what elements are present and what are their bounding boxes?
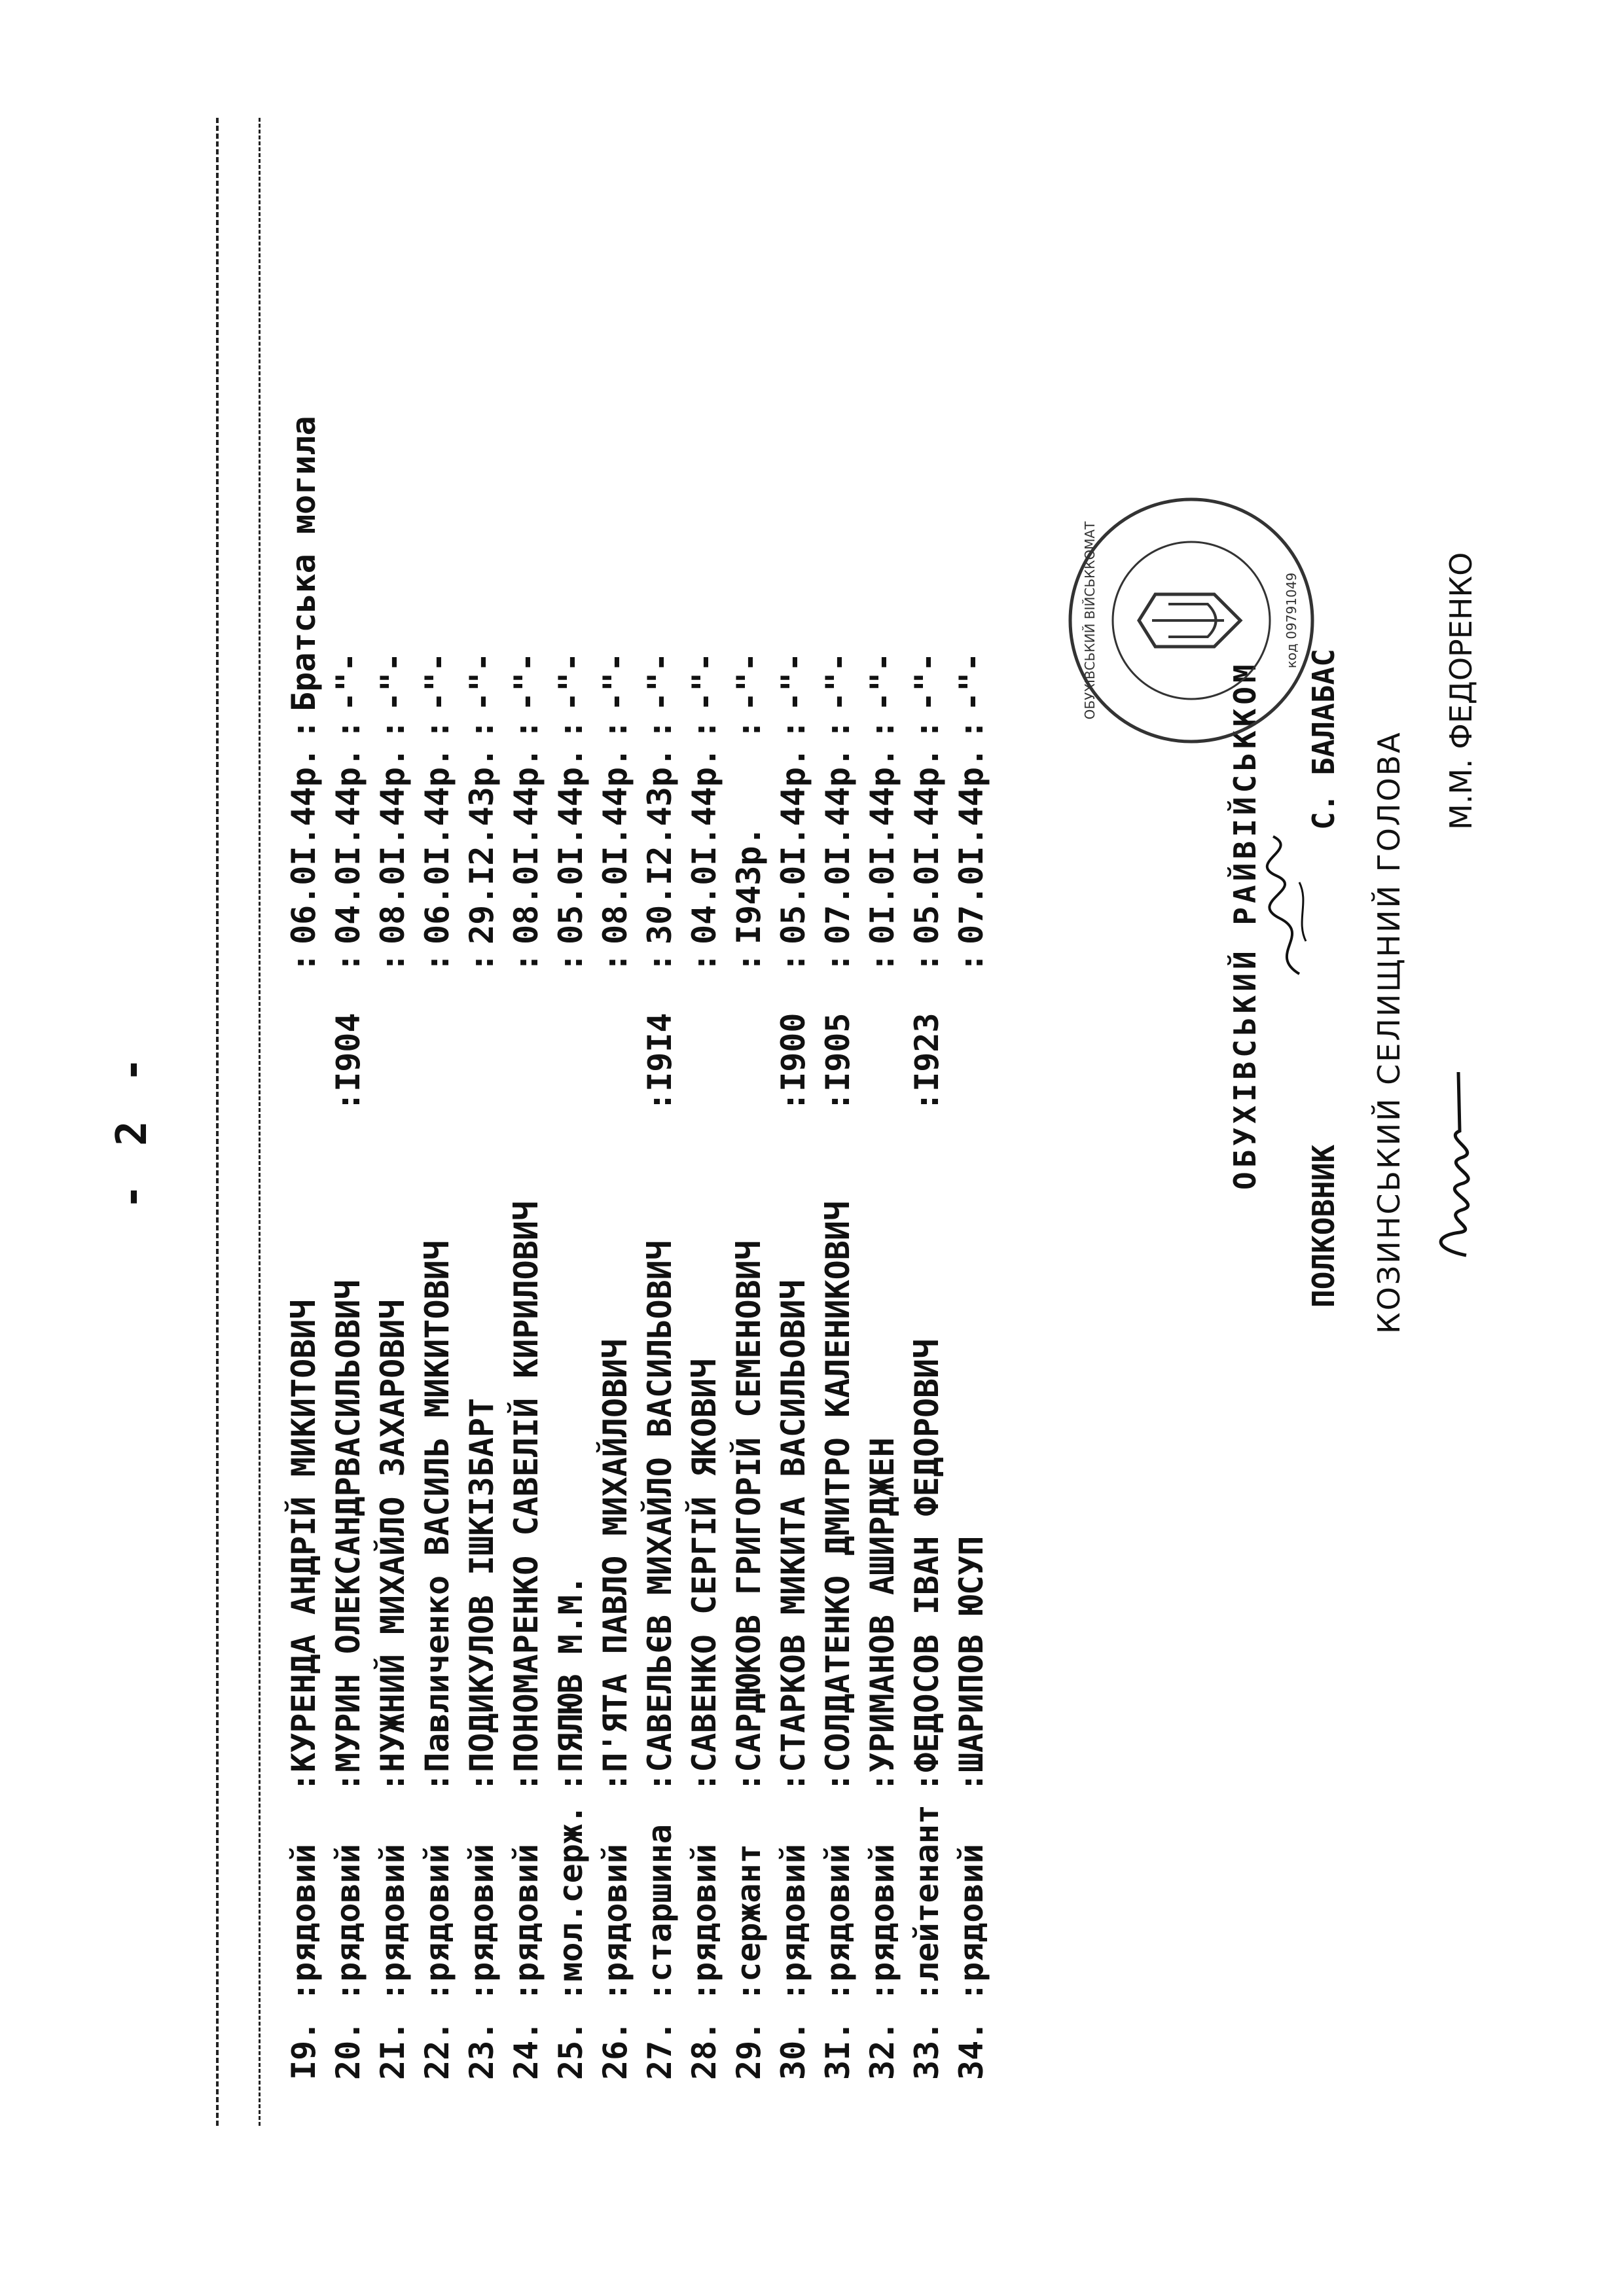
page-number: - 2 - [108, 1050, 156, 1210]
roster-name: :НУЖНИЙ МИХАЙЛО ЗАХАРОВИЧ [374, 1299, 412, 1792]
roster-row [949, 416, 994, 2080]
roster-rank: :рядовий [463, 1844, 501, 2001]
roster-date: 06.0I.44р. [418, 747, 456, 944]
roster-sep: : [774, 952, 812, 973]
roster-row [370, 416, 415, 2080]
roster-sep: : [418, 952, 456, 973]
roster-num: 25. [552, 2020, 590, 2080]
svg-text:код 09791049: код 09791049 [1284, 572, 1299, 669]
roster-name: :СОЛДАТЕНКО ДМИТРО КАЛЕНИКОВИЧ [819, 1200, 857, 1792]
roster-year [281, 980, 326, 1111]
roster-sep: : [819, 719, 857, 740]
roster-burial: -"- [863, 652, 901, 711]
roster-sep: : [552, 719, 590, 740]
header-rule-second [259, 118, 261, 2126]
signature-military [1260, 830, 1319, 980]
roster-num: 30. [774, 2020, 812, 2080]
roster-rank: :рядовий [819, 1844, 857, 2001]
roster-rank: :рядовий [418, 1844, 456, 2001]
roster-burial: -"- [463, 652, 501, 711]
roster-sep: : [507, 719, 545, 740]
roster-date: 05.0I.44р. [908, 747, 946, 944]
roster-sep: : [641, 719, 679, 740]
roster-date: 07.0I.44р. [819, 747, 857, 944]
roster-rank: :сержант [730, 1844, 768, 2001]
roster-year [370, 980, 415, 1111]
roster-sep: : [285, 719, 323, 740]
roster-rank: :рядовий [863, 1844, 901, 2001]
roster-burial: -"- [641, 652, 679, 711]
roster-sep: : [641, 952, 679, 973]
roster-sep: : [774, 719, 812, 740]
roster-burial: -"- [552, 652, 590, 711]
civil-role: КОЗИНСЬКИЙ СЕЛИЩНИЙ ГОЛОВА [1371, 730, 1407, 1334]
roster-row [326, 416, 370, 2080]
roster-burial: -"- [685, 652, 723, 711]
roster-year [504, 980, 549, 1111]
roster-sep: : [730, 952, 768, 973]
roster-num: 24. [507, 2020, 545, 2080]
roster-name: :ПЯЛЮВ М.М. [552, 1575, 590, 1792]
roster-rank: :лейтенант [908, 1804, 946, 2001]
roster-num: 32. [863, 2020, 901, 2080]
roster-sep: : [863, 952, 901, 973]
roster-name: :Павличенко ВАСИЛЬ МИКИТОВИЧ [418, 1240, 456, 1792]
roster-rank: :рядовий [596, 1844, 634, 2001]
roster-sep: : [329, 952, 367, 973]
roster-year: :I9I4 [641, 1013, 679, 1111]
roster-name: :МУРИН ОЛЕКСАНДРВАСИЛЬОВИЧ [329, 1280, 367, 1792]
roster-sep: : [685, 952, 723, 973]
roster-sep: : [418, 719, 456, 740]
roster-sep: : [374, 719, 412, 740]
roster-burial: -"- [507, 652, 545, 711]
roster-row [816, 416, 860, 2080]
roster-name: :ШАРИПОВ ЮСУП [952, 1535, 990, 1792]
military-role: ПОЛКОВНИК [1306, 1144, 1341, 1308]
roster-name: :КУРЕНДА АНДРІЙ МИКИТОВИЧ [285, 1299, 323, 1792]
roster-row [549, 416, 593, 2080]
roster-table [281, 416, 994, 2080]
roster-row [860, 416, 905, 2080]
roster-num: 28. [685, 2020, 723, 2080]
roster-year [727, 980, 771, 1111]
roster-rank: :старшина [641, 1824, 679, 2001]
roster-row [504, 416, 549, 2080]
roster-sep: : [819, 952, 857, 973]
roster-sep: : [730, 719, 768, 740]
roster-sep: : [596, 719, 634, 740]
header-rule [216, 118, 219, 2126]
roster-year: :I905 [819, 1013, 857, 1111]
roster-year [460, 980, 504, 1111]
svg-text:ОБУХІВСЬКИЙ ВІЙСЬККОМАТ: ОБУХІВСЬКИЙ ВІЙСЬККОМАТ [1082, 521, 1098, 720]
roster-sep: : [685, 719, 723, 740]
official-stamp [1060, 490, 1322, 751]
roster-body [281, 416, 994, 2080]
roster-num: 3I. [819, 2020, 857, 2080]
roster-row [682, 416, 727, 2080]
roster-year [549, 980, 593, 1111]
roster-date: 08.0I.44р. [596, 747, 634, 944]
roster-burial: -"- [730, 652, 768, 711]
roster-date: 08.0I.44р. [374, 747, 412, 944]
roster-burial: -"- [418, 652, 456, 711]
roster-rank: :рядовий [507, 1844, 545, 2001]
roster-name: :ПОНОМАРЕНКО САВЕЛІЙ КИРИЛОВИЧ [507, 1200, 545, 1792]
roster-row [771, 416, 816, 2080]
roster-year: :I904 [329, 1013, 367, 1111]
roster-row [460, 416, 504, 2080]
roster-burial: -"- [596, 652, 634, 711]
roster-row [905, 416, 949, 2080]
roster-rank: :рядовий [374, 1844, 412, 2001]
roster-rank: :рядовий [952, 1844, 990, 2001]
roster-burial: -"- [908, 652, 946, 711]
roster-date: 07.0I.44р. [952, 747, 990, 944]
roster-name: :САВЕНКО СЕРГІЙ ЯКОВИЧ [685, 1358, 723, 1792]
roster-sep: : [374, 952, 412, 973]
roster-rank: :рядовий [685, 1844, 723, 2001]
roster-date: 05.0I.44р. [774, 747, 812, 944]
roster-burial: Братська могила [285, 416, 323, 711]
roster-year: :I900 [774, 1013, 812, 1111]
roster-year [860, 980, 905, 1111]
roster-sep: : [463, 719, 501, 740]
roster-row [638, 416, 682, 2080]
signature-civil [1420, 1066, 1492, 1262]
roster-num: 27. [641, 2020, 679, 2080]
roster-sep: : [908, 952, 946, 973]
roster-year: :I923 [908, 1013, 946, 1111]
roster-row [593, 416, 638, 2080]
roster-burial: -"- [329, 652, 367, 711]
roster-row [281, 416, 326, 2080]
roster-num: 20. [329, 2020, 367, 2080]
roster-num: 23. [463, 2020, 501, 2080]
roster-year [949, 980, 994, 1111]
roster-name: :САРДЮКОВ ГРИГОРІЙ СЕМЕНОВИЧ [730, 1240, 768, 1792]
roster-burial: -"- [952, 652, 990, 711]
roster-name: :ФЕДОСОВ ІВАН ФЕДОРОВИЧ [908, 1338, 946, 1792]
roster-date: 0I.0I.44р. [863, 747, 901, 944]
roster-burial: -"- [819, 652, 857, 711]
roster-rank: :мол.серж. [552, 1804, 590, 2001]
roster-date: 04.0I.44р. [685, 747, 723, 944]
roster-sep: : [463, 952, 501, 973]
roster-year [593, 980, 638, 1111]
roster-sep: : [952, 952, 990, 973]
roster-name: :СТАРКОВ МИКИТА ВАСИЛЬОВИЧ [774, 1280, 812, 1792]
roster-sep: : [952, 719, 990, 740]
roster-num: I9. [285, 2020, 323, 2080]
roster-rank: :рядовий [329, 1844, 367, 2001]
roster-year [682, 980, 727, 1111]
roster-year [415, 980, 460, 1111]
roster-burial: -"- [374, 652, 412, 711]
military-organisation: ОБУХІВСЬКИЙ РАЙВІЙСЬККОМ [1227, 660, 1263, 1190]
roster-num: 33. [908, 2020, 946, 2080]
roster-date: I943р. [730, 826, 768, 944]
roster-sep: : [596, 952, 634, 973]
roster-rank: :рядовий [285, 1844, 323, 2001]
roster-date: 08.0I.44р. [507, 747, 545, 944]
roster-name: :П'ЯТА ПАВЛО МИХАЙЛОВИЧ [596, 1338, 634, 1792]
roster-sep: : [329, 719, 367, 740]
roster-date: 30.I2.43р. [641, 747, 679, 944]
roster-date: 06.0I.44р. [285, 747, 323, 944]
roster-row [727, 416, 771, 2080]
roster-name: :ПОДИКУЛОВ ІШКІЗБАРТ [463, 1397, 501, 1792]
roster-num: 34. [952, 2020, 990, 2080]
roster-sep: : [863, 719, 901, 740]
civil-name: М.М. ФЕДОРЕНКО [1443, 552, 1479, 830]
roster-name: :УРИМАНОВ АШИРДЖЕН [863, 1437, 901, 1792]
roster-sep: : [908, 719, 946, 740]
roster-num: 2I. [374, 2020, 412, 2080]
roster-name: :САВЕЛЬЄВ МИХАЙЛО ВАСИЛЬОВИЧ [641, 1240, 679, 1792]
roster-date: 29.I2.43р. [463, 747, 501, 944]
roster-date: 05.0I.44р. [552, 747, 590, 944]
roster-date: 04.0I.44р. [329, 747, 367, 944]
roster-row [415, 416, 460, 2080]
roster-sep: : [285, 952, 323, 973]
roster-burial: -"- [774, 652, 812, 711]
roster-num: 29. [730, 2020, 768, 2080]
roster-num: 26. [596, 2020, 634, 2080]
military-name: С. БАЛАБАС [1306, 649, 1341, 830]
roster-rank: :рядовий [774, 1844, 812, 2001]
roster-sep: : [552, 952, 590, 973]
roster-sep: : [507, 952, 545, 973]
roster-num: 22. [418, 2020, 456, 2080]
